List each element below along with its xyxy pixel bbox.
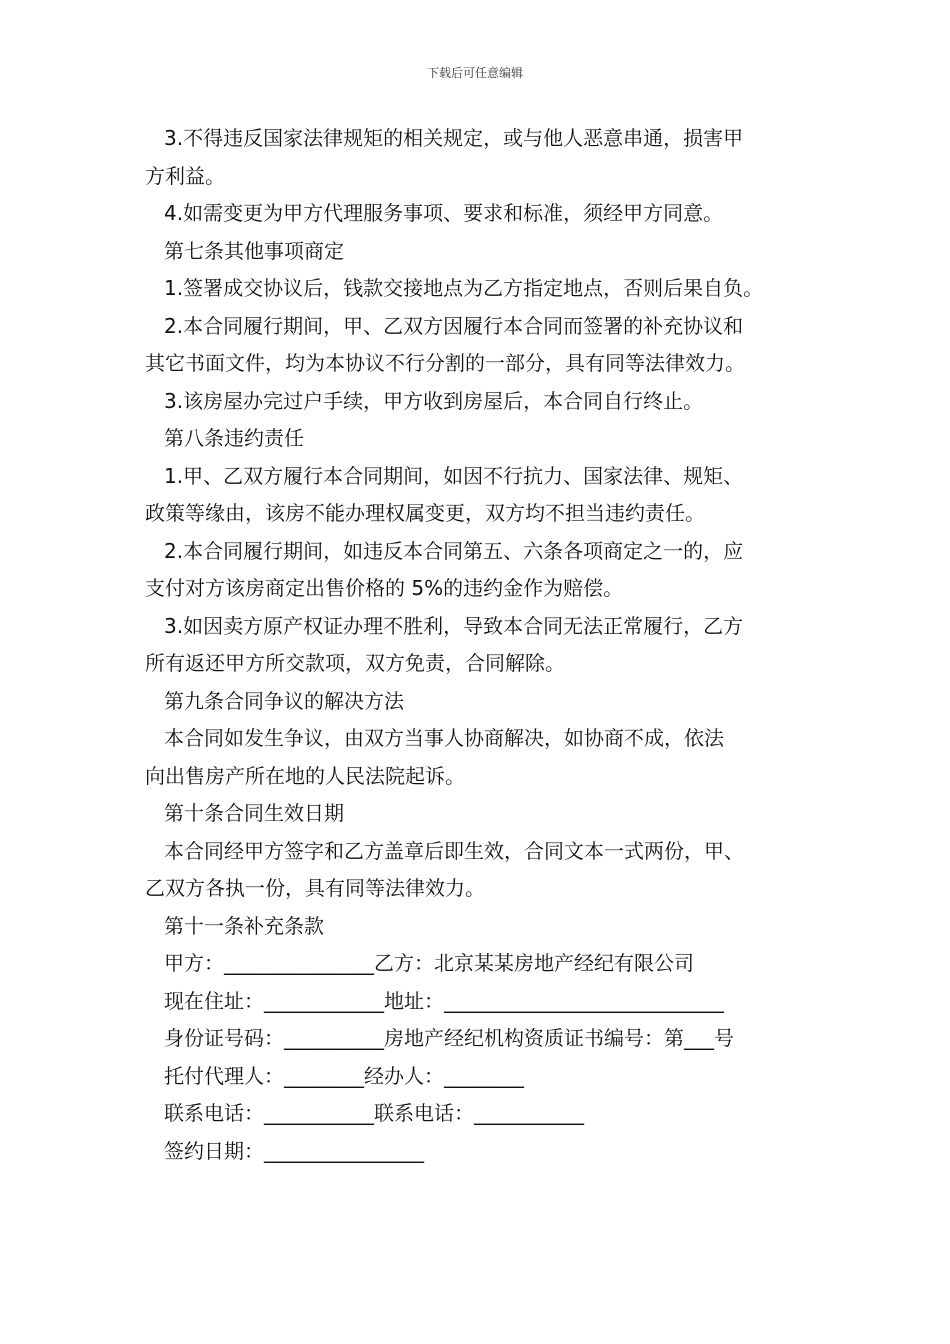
document-line: 2.本合同履行期间，甲、乙双方因履行本合同而签署的补充协议和 <box>164 313 744 338</box>
document-line: 方利益。 <box>145 163 225 188</box>
document-line: 向出售房产所在地的人民法院起诉。 <box>145 763 465 788</box>
page-header: 下载后可任意编辑 <box>426 66 523 80</box>
document-line: 第十一条补充条款 <box>164 913 324 938</box>
document-body <box>145 120 835 1170</box>
document-line: 现在住址：____________地址：____________________________ <box>164 988 724 1013</box>
document-line: 托付代理人：________经办人：________ <box>164 1063 524 1088</box>
document-line: 身份证号码：__________房地产经纪机构资质证书编号：第___号 <box>164 1026 734 1050</box>
document-line: 甲方：_______________乙方：北京某某房地产经纪有限公司 <box>164 951 694 975</box>
document-line: 1.签署成交协议后，钱款交接地点为乙方指定地点，否则后果自负。 <box>164 276 764 300</box>
document-line: 乙双方各执一份，具有同等法律效力。 <box>145 876 485 900</box>
document-line: 1.甲、乙双方履行本合同期间，如因不行抗力、国家法律、规矩、 <box>164 463 744 488</box>
document-line: 联系电话：___________联系电话：___________ <box>164 1101 584 1125</box>
document-line: 2.本合同履行期间，如违反本合同第五、六条各项商定之一的，应 <box>164 538 744 563</box>
document-line: 3.不得违反国家法律规矩的相关规定，或与他人恶意串通，损害甲 <box>164 126 744 150</box>
document-line: 第九条合同争议的解决方法 <box>164 688 404 713</box>
document-line: 政策等缘由，该房不能办理权属变更，双方均不担当违约责任。 <box>145 501 705 525</box>
document-line: 3.如因卖方原产权证办理不胜利，导致本合同无法正常履行，乙方 <box>164 613 744 638</box>
document-line: 4.如需变更为甲方代理服务事项、要求和标准，须经甲方同意。 <box>164 201 724 225</box>
document-line: 本合同经甲方签字和乙方盖章后即生效，合同文本一式两份，甲、 <box>164 838 744 863</box>
document-line: 签约日期：________________ <box>164 1138 424 1163</box>
document-line: 支付对方该房商定出售价格的 5%的违约金作为赔偿。 <box>145 576 624 600</box>
document-line: 第十条合同生效日期 <box>164 801 344 825</box>
document-line: 第八条违约责任 <box>164 426 304 450</box>
document-line: 其它书面文件，均为本协议不行分割的一部分，具有同等法律效力。 <box>145 351 745 375</box>
document-line: 第七条其他事项商定 <box>164 238 344 263</box>
document-line: 所有返还甲方所交款项，双方免责，合同解除。 <box>145 651 565 675</box>
document-line: 3.该房屋办完过户手续，甲方收到房屋后，本合同自行终止。 <box>164 388 704 413</box>
document-line: 本合同如发生争议，由双方当事人协商解决，如协商不成，依法 <box>164 726 724 750</box>
